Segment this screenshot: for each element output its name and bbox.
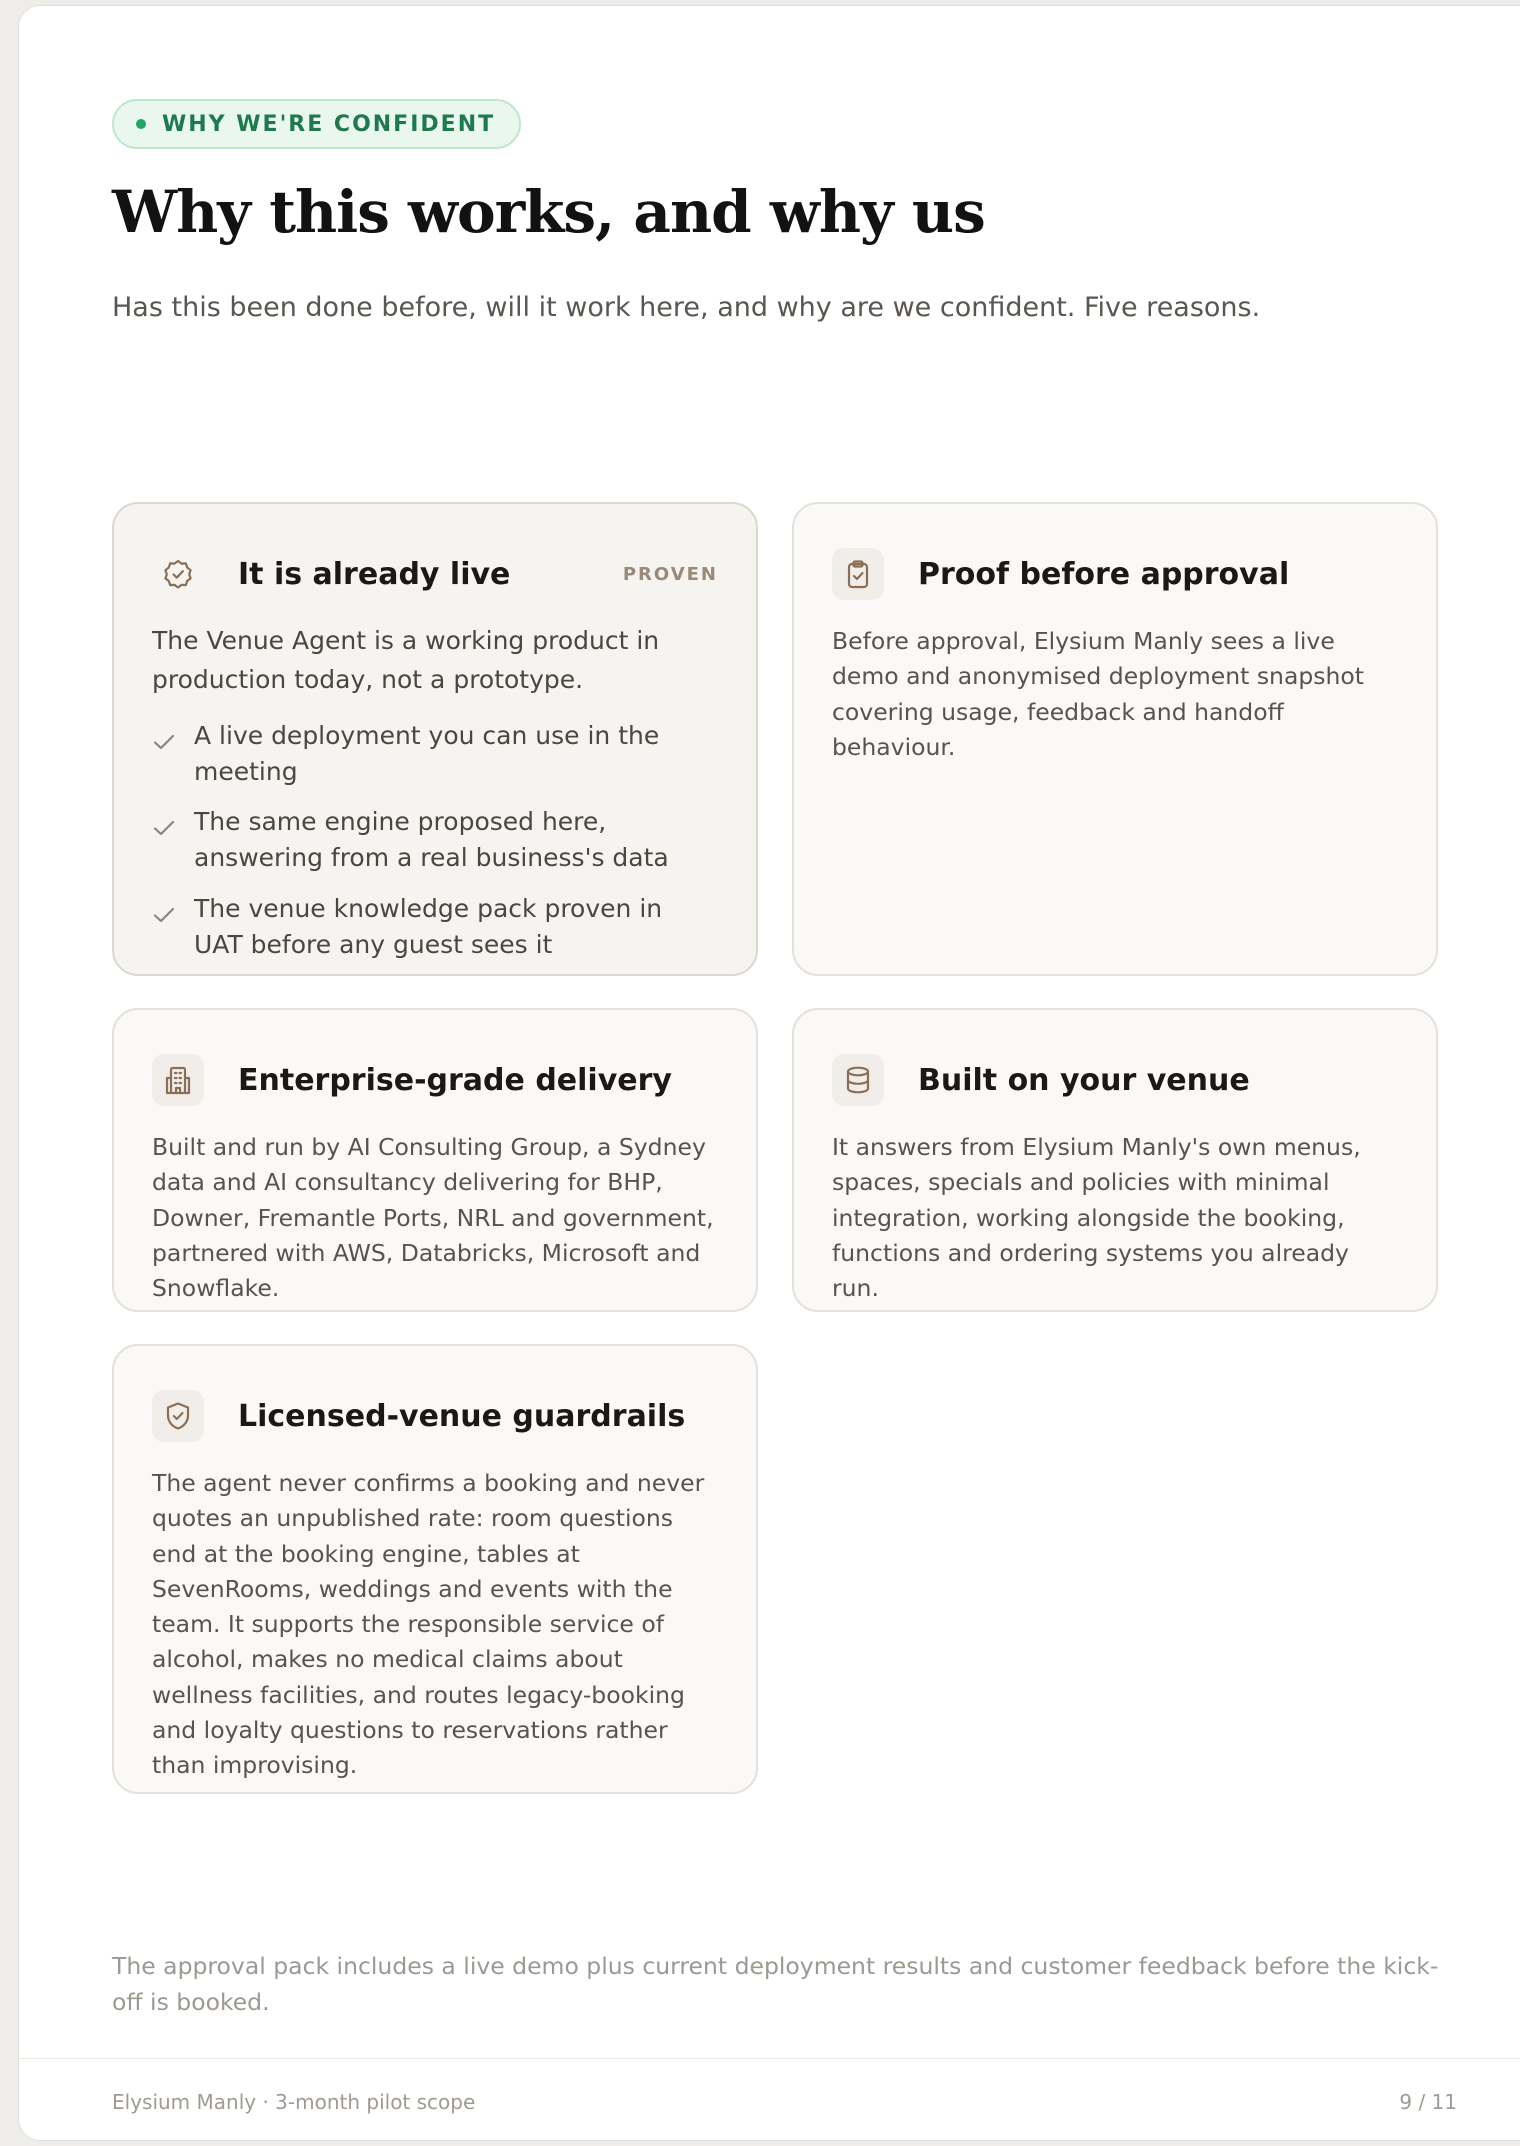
card-title: Built on your venue [918, 1062, 1250, 1098]
list-item [152, 804, 718, 877]
reason-card-proof-before-approval [792, 502, 1438, 976]
page-title: Why this works, and why us [112, 178, 985, 246]
card-body: The Venue Agent is a working product in production today, not a prototype. [152, 626, 660, 694]
card-body: It answers from Elysium Manly's own menus, spaces, specials and policies with minimal integration, working alongside the booking, functions and ordering systems you already run. [832, 1133, 1361, 1302]
reason-card-already-live [112, 502, 758, 976]
reason-card-built-on-venue [792, 1008, 1438, 1312]
proven-badge: PROVEN [622, 563, 718, 585]
card-body: Built and run by AI Consulting Group, a Sydney data and AI consultancy delivering for BHP, Downer, Fremantle Ports, NRL and government, partnered with AWS, Databricks, Microsoft and Snowflake. [152, 1133, 714, 1302]
header-section [112, 99, 1442, 325]
section-eyebrow [112, 99, 521, 149]
reason-card-enterprise-delivery [112, 1008, 758, 1312]
status-dot-icon [136, 119, 146, 129]
slide-page [18, 5, 1520, 2141]
check-icon [152, 899, 176, 935]
page-subtitle: Has this been done before, will it work here, and why are we confident. Five reasons. [112, 291, 1261, 323]
shield-check-icon [152, 1390, 204, 1442]
list-item [152, 891, 718, 964]
card-body: The agent never confirms a booking and never quotes an unpublished rate: room questions end at the booking engine, tables at SevenRooms, weddings and events with the team. It supports the responsible service of alcohol, makes no medical claims about wellness facilities, and routes legacy-booking and loyalty questions to reservations rather than improvising. [152, 1469, 705, 1779]
card-body: Before approval, Elysium Manly sees a live demo and anonymised deployment snapshot covering usage, feedback and handoff behaviour. [832, 627, 1364, 761]
check-badge-icon [152, 548, 204, 600]
page-number: 9 / 11 [1399, 2090, 1457, 2114]
database-icon [832, 1054, 884, 1106]
reasons-grid [112, 502, 1438, 1794]
card-title: Enterprise-grade delivery [238, 1062, 672, 1098]
card-title: It is already live [238, 556, 511, 592]
footer-document-label: Elysium Manly · 3-month pilot scope [112, 2090, 476, 2114]
list-item-text: A live deployment you can use in the meeting [194, 720, 660, 786]
clipboard-check-icon [832, 548, 884, 600]
list-item-text: The same engine proposed here, answering from a real business's data [194, 807, 669, 873]
eyebrow-label: WHY WE'RE CONFIDENT [162, 111, 496, 137]
footer-divider [19, 2058, 1520, 2059]
card-title: Proof before approval [918, 556, 1290, 592]
reason-card-guardrails [112, 1344, 758, 1794]
list-item-text: The venue knowledge pack proven in UAT before any guest sees it [194, 893, 663, 959]
check-icon [152, 812, 176, 848]
approval-footnote: The approval pack includes a live demo plus current deployment results and customer feedback before the kick-off is booked. [112, 1952, 1439, 2017]
check-icon [152, 726, 176, 762]
building-icon [152, 1054, 204, 1106]
list-item [152, 718, 718, 791]
card-title: Licensed-venue guardrails [238, 1398, 686, 1434]
proof-points-list [152, 718, 718, 964]
